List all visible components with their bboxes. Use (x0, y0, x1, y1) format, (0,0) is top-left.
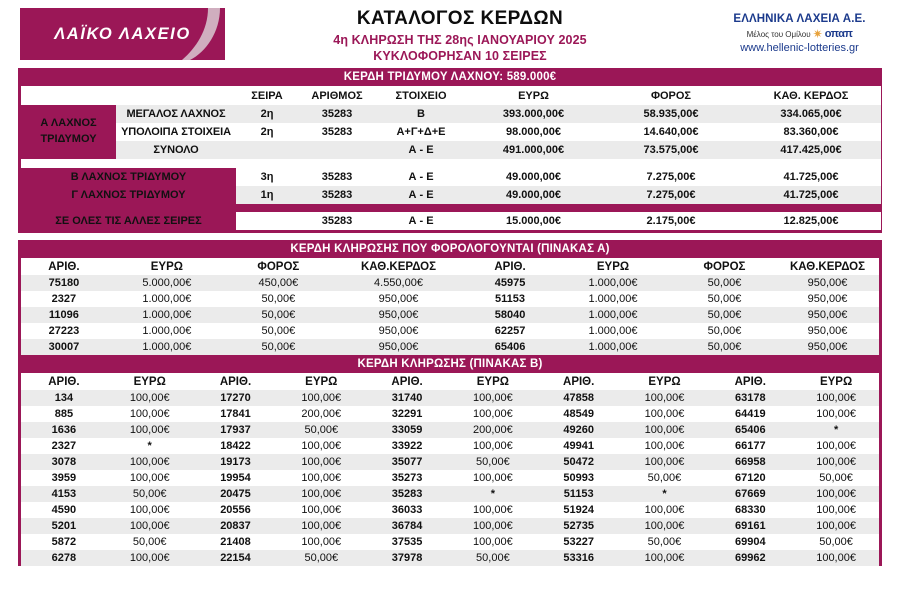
cell-ticket-number: 67669 (707, 486, 793, 502)
cell-evro: 98.000,00€ (505, 126, 562, 138)
cell-ticket-number: 47858 (536, 390, 622, 406)
cell-ticket-number: 4590 (21, 502, 107, 518)
cell-ticket-number: 65406 (707, 422, 793, 438)
row-sublabel: ΥΠΟΛΟΙΠΑ ΣΤΟΙΧΕΙΑ (121, 126, 231, 138)
th-foros: ΦΟΡΟΣ (601, 86, 741, 105)
cell-amount: 1.000,00€ (553, 323, 673, 339)
cell-katharo: 334.065,00€ (780, 108, 842, 120)
cell-amount: 100,00€ (450, 518, 536, 534)
table-row (21, 406, 879, 422)
cell-ticket-number: 50993 (536, 470, 622, 486)
company-name: ΕΛΛΗΝΙΚΑ ΛΑΧΕΙΑ Α.Ε. (733, 13, 866, 25)
cell-amount: * (622, 486, 708, 502)
cell-amount: 100,00€ (793, 390, 879, 406)
cell-amount: 5.000,00€ (107, 275, 227, 291)
cell-amount: 100,00€ (107, 470, 193, 486)
divider (21, 204, 881, 212)
cell-amount: * (793, 422, 879, 438)
cell-stoixeio: Α - Ε (408, 144, 434, 156)
cell-seira: 1η (260, 189, 274, 201)
table-b-header-row (21, 373, 879, 390)
cell-foros: 7.275,00€ (646, 189, 696, 201)
cell-ticket-number: 20837 (193, 518, 279, 534)
cell-amount: 100,00€ (107, 406, 193, 422)
cell-ticket-number: 35273 (364, 470, 450, 486)
cell-ticket-number: 30007 (21, 339, 107, 355)
table_a-th-5: ΕΥΡΩ (553, 258, 673, 275)
cell-ticket-number: 134 (21, 390, 107, 406)
cell-amount: 50,00€ (227, 291, 330, 307)
cell-ticket-number: 51924 (536, 502, 622, 518)
table-row (21, 438, 879, 454)
cell-amount: 100,00€ (622, 502, 708, 518)
cell-ticket-number: 69161 (707, 518, 793, 534)
cell-amount: 100,00€ (793, 438, 879, 454)
cell-amount: 100,00€ (107, 502, 193, 518)
cell-foros: 58.935,00€ (643, 108, 699, 120)
cell-amount: 100,00€ (622, 518, 708, 534)
table-divider-row (21, 204, 881, 212)
table-b (21, 373, 879, 566)
table-a (21, 258, 879, 355)
cell-katharo: 41.725,00€ (783, 171, 839, 183)
table_b-th-3: ΕΥΡΩ (278, 373, 364, 390)
company-group-prefix: Μέλος του Ομίλου (746, 29, 811, 39)
cell-ticket-number: 21408 (193, 534, 279, 550)
cell-stoixeio: Α - Ε (408, 171, 434, 183)
th-arithmos: ΑΡΙΘΜΟΣ (298, 86, 376, 105)
cell-amount: 100,00€ (450, 406, 536, 422)
cell-ticket-number: 65406 (467, 339, 553, 355)
cell-amount: 1.000,00€ (107, 307, 227, 323)
cell-amount: 50,00€ (227, 307, 330, 323)
cell-ticket-number: 51153 (467, 291, 553, 307)
company-website[interactable]: www.hellenic-lotteries.gr (740, 42, 859, 54)
cell-amount: 50,00€ (450, 454, 536, 470)
opap-logo-text: οπαπ (824, 28, 853, 40)
th-stoixeio: ΣΤΟΙΧΕΙΟ (376, 86, 466, 105)
cell-ticket-number: 20556 (193, 502, 279, 518)
cell-ticket-number: 2327 (21, 291, 107, 307)
cell-amount: 50,00€ (622, 534, 708, 550)
table_a-th-2: ΦΟΡΟΣ (227, 258, 330, 275)
cell-katharo: 12.825,00€ (783, 215, 839, 227)
cell-amount: 100,00€ (622, 390, 708, 406)
cell-ticket-number: 52735 (536, 518, 622, 534)
cell-amount: 50,00€ (673, 323, 776, 339)
cell-ticket-number: 51153 (536, 486, 622, 502)
cell-amount: 50,00€ (673, 275, 776, 291)
cell-stoixeio: Β (417, 108, 425, 120)
cell-ticket-number: 45975 (467, 275, 553, 291)
table-a-body (21, 275, 879, 355)
cell-ticket-number: 48549 (536, 406, 622, 422)
table_a-th-3: ΚΑΘ.ΚΕΡΔΟΣ (330, 258, 467, 275)
cell-amount: 100,00€ (278, 438, 364, 454)
cell-ticket-number: 36033 (364, 502, 450, 518)
cell-amount: 100,00€ (278, 486, 364, 502)
table-row (21, 105, 881, 123)
cell-amount: 100,00€ (278, 454, 364, 470)
cell-foros: 73.575,00€ (643, 144, 699, 156)
cell-amount: 50,00€ (673, 291, 776, 307)
table-a-container (18, 258, 882, 355)
cell-arithmos: 35283 (321, 215, 353, 227)
cell-amount: 100,00€ (450, 438, 536, 454)
cell-ticket-number: 20475 (193, 486, 279, 502)
cell-ticket-number: 68330 (707, 502, 793, 518)
cell-amount: 100,00€ (278, 390, 364, 406)
cell-katharo: 83.360,00€ (783, 126, 839, 138)
cell-amount: * (450, 486, 536, 502)
cell-arithmos: 35283 (321, 108, 353, 120)
section-gap (18, 233, 882, 240)
th-katharo-kerdos: ΚΑΘ. ΚΕΡΔΟΣ (741, 86, 881, 105)
cell-amount: 100,00€ (793, 550, 879, 566)
cell-amount: 100,00€ (107, 390, 193, 406)
cell-seira: 3η (260, 171, 274, 183)
cell-amount: 50,00€ (107, 486, 193, 502)
cell-foros: 7.275,00€ (646, 171, 696, 183)
cell-ticket-number: 69962 (707, 550, 793, 566)
table-b-container (18, 373, 882, 566)
table-row (21, 168, 881, 186)
cell-ticket-number: 35283 (364, 486, 450, 502)
table-header-row (21, 86, 881, 105)
table-row (21, 123, 881, 141)
cell-katharo: 41.725,00€ (783, 189, 839, 201)
cell-evro: 491.000,00€ (502, 144, 565, 156)
cell-amount: 200,00€ (450, 422, 536, 438)
cell-ticket-number: 49260 (536, 422, 622, 438)
cell-amount: 1.000,00€ (553, 307, 673, 323)
cell-amount: 450,00€ (227, 275, 330, 291)
row-sublabel: ΣΥΝΟΛΟ (153, 144, 199, 156)
cell-evro: 49.000,00€ (505, 171, 562, 183)
cell-amount: 100,00€ (107, 454, 193, 470)
triplet-prizes-table-container (18, 86, 882, 233)
cell-amount: 100,00€ (450, 502, 536, 518)
cell-ticket-number: 62257 (467, 323, 553, 339)
cell-amount: 50,00€ (793, 534, 879, 550)
table-row (21, 291, 879, 307)
row-sublabel: ΜΕΓΑΛΟΣ ΛΑΧΝΟΣ (126, 108, 226, 120)
cell-amount: 50,00€ (227, 339, 330, 355)
cell-amount: 50,00€ (107, 534, 193, 550)
table_a-th-1: ΕΥΡΩ (107, 258, 227, 275)
cell-amount: 100,00€ (622, 422, 708, 438)
cell-amount: 100,00€ (793, 518, 879, 534)
table_a-th-7: ΚΑΘ.ΚΕΡΔΟΣ (776, 258, 879, 275)
cell-amount: 100,00€ (622, 438, 708, 454)
th-seira: ΣΕΙΡΑ (236, 86, 298, 105)
cell-ticket-number: 66177 (707, 438, 793, 454)
cell-evro: 15.000,00€ (505, 215, 562, 227)
cell-ticket-number: 36784 (364, 518, 450, 534)
cell-arithmos: 35283 (321, 126, 353, 138)
company-info (717, 13, 882, 54)
cell-ticket-number: 1636 (21, 422, 107, 438)
cell-ticket-number: 32291 (364, 406, 450, 422)
cell-amount: 950,00€ (330, 307, 467, 323)
table_b-th-4: ΑΡΙΘ. (364, 373, 450, 390)
cell-ticket-number: 4153 (21, 486, 107, 502)
cell-foros: 2.175,00€ (646, 215, 696, 227)
table_b-th-1: ΕΥΡΩ (107, 373, 193, 390)
main-prize-banner: ΚΕΡΔΗ ΤΡΙΔΥΜΟΥ ΛΑΧΝΟΥ: 589.000€ (18, 68, 882, 86)
cell-amount: 100,00€ (793, 406, 879, 422)
table-a-banner: ΚΕΡΔΗ ΚΛΗΡΩΣΗΣ ΠΟΥ ΦΟΡΟΛΟΓΟΥΝΤΑΙ (ΠΙΝΑΚΑΣ Α) (18, 240, 882, 258)
cell-ticket-number: 33922 (364, 438, 450, 454)
cell-amount: 950,00€ (776, 323, 879, 339)
cell-amount: 100,00€ (107, 422, 193, 438)
table-row (21, 186, 881, 204)
cell-ticket-number: 18422 (193, 438, 279, 454)
table-b-body (21, 390, 879, 566)
table-row (21, 470, 879, 486)
table-row (21, 390, 879, 406)
table_b-th-5: ΕΥΡΩ (450, 373, 536, 390)
cell-amount: * (107, 438, 193, 454)
cell-amount: 100,00€ (793, 502, 879, 518)
cell-ticket-number: 22154 (193, 550, 279, 566)
cell-amount: 950,00€ (776, 339, 879, 355)
category-label-b-lachnos: Β ΛΑΧΝΟΣ ΤΡΙΔΥΜΟΥ (21, 168, 236, 186)
cell-stoixeio: Α+Γ+Δ+Ε (396, 126, 446, 138)
cell-amount: 1.000,00€ (107, 291, 227, 307)
cell-ticket-number: 2327 (21, 438, 107, 454)
th-evro: ΕΥΡΩ (466, 86, 601, 105)
series-subtitle: ΚΥΚΛΟΦΟΡΗΣΑΝ 10 ΣΕΙΡΕΣ (373, 48, 547, 63)
cell-ticket-number: 17937 (193, 422, 279, 438)
table_b-th-6: ΑΡΙΘ. (536, 373, 622, 390)
cell-amount: 100,00€ (622, 406, 708, 422)
page-title: ΚΑΤΑΛΟΓΟΣ ΚΕΡΔΩΝ (356, 8, 564, 29)
cell-amount: 950,00€ (776, 275, 879, 291)
cell-amount: 100,00€ (622, 454, 708, 470)
cell-amount: 100,00€ (278, 502, 364, 518)
cell-amount: 100,00€ (450, 470, 536, 486)
table_b-th-2: ΑΡΙΘ. (193, 373, 279, 390)
cell-evro: 393.000,00€ (502, 108, 565, 120)
cell-amount: 100,00€ (278, 534, 364, 550)
cell-ticket-number: 5872 (21, 534, 107, 550)
cell-ticket-number: 58040 (467, 307, 553, 323)
cell-ticket-number: 19173 (193, 454, 279, 470)
cell-ticket-number: 19954 (193, 470, 279, 486)
cell-amount: 950,00€ (330, 323, 467, 339)
cell-amount: 100,00€ (793, 454, 879, 470)
table-row (21, 275, 879, 291)
cell-amount: 100,00€ (622, 550, 708, 566)
cell-amount: 950,00€ (330, 291, 467, 307)
cell-ticket-number: 885 (21, 406, 107, 422)
cell-ticket-number: 64419 (707, 406, 793, 422)
cell-amount: 50,00€ (673, 307, 776, 323)
cell-amount: 100,00€ (793, 486, 879, 502)
cell-ticket-number: 67120 (707, 470, 793, 486)
cell-seira (236, 141, 298, 159)
cell-ticket-number: 53227 (536, 534, 622, 550)
cell-amount: 50,00€ (227, 323, 330, 339)
cell-amount: 1.000,00€ (107, 323, 227, 339)
cell-amount: 100,00€ (278, 470, 364, 486)
cell-ticket-number: 3078 (21, 454, 107, 470)
cell-amount: 1.000,00€ (553, 275, 673, 291)
cell-amount: 950,00€ (776, 307, 879, 323)
page-header (0, 0, 900, 68)
cell-stoixeio: Α - Ε (408, 215, 434, 227)
cell-amount: 100,00€ (107, 518, 193, 534)
cell-ticket-number: 17841 (193, 406, 279, 422)
company-group-line (717, 28, 882, 40)
cell-ticket-number: 37535 (364, 534, 450, 550)
cell-ticket-number: 53316 (536, 550, 622, 566)
table-row (21, 323, 879, 339)
table_b-th-7: ΕΥΡΩ (622, 373, 708, 390)
table_a-th-0: ΑΡΙΘ. (21, 258, 107, 275)
table-row (21, 550, 879, 566)
cell-amount: 200,00€ (278, 406, 364, 422)
brand-logo-text: ΛΑΪΚΟ ΛΑΧΕΙΟ (54, 24, 191, 43)
cell-ticket-number: 33059 (364, 422, 450, 438)
cell-amount: 4.550,00€ (330, 275, 467, 291)
cell-amount: 100,00€ (450, 534, 536, 550)
spacer (21, 159, 881, 168)
cell-arithmos: 35283 (321, 189, 353, 201)
draw-subtitle: 4η ΚΛΗΡΩΣΗ ΤΗΣ 28ης ΙΑΝΟΥΑΡΙΟΥ 2025 (333, 32, 587, 47)
cell-ticket-number: 31740 (364, 390, 450, 406)
table-row (21, 141, 881, 159)
cell-amount: 950,00€ (776, 291, 879, 307)
cell-ticket-number: 75180 (21, 275, 107, 291)
cell-stoixeio: Α - Ε (408, 189, 434, 201)
cell-seira: 2η (260, 126, 274, 138)
cell-amount: 50,00€ (450, 550, 536, 566)
table_b-th-8: ΑΡΙΘ. (707, 373, 793, 390)
cell-amount: 100,00€ (107, 550, 193, 566)
page-title-block (250, 9, 670, 63)
cell-amount: 50,00€ (278, 422, 364, 438)
category-label-all-series: ΣΕ ΟΛΕΣ ΤΙΣ ΑΛΛΕΣ ΣΕΙΡΕΣ (21, 212, 236, 230)
cell-amount: 100,00€ (278, 518, 364, 534)
cell-amount: 1.000,00€ (107, 339, 227, 355)
cell-ticket-number: 66958 (707, 454, 793, 470)
cell-ticket-number: 27223 (21, 323, 107, 339)
table-row (21, 486, 879, 502)
cell-ticket-number: 50472 (536, 454, 622, 470)
table-row (21, 518, 879, 534)
cell-ticket-number: 49941 (536, 438, 622, 454)
cell-seira (236, 212, 298, 230)
table_b-th-9: ΕΥΡΩ (793, 373, 879, 390)
cell-ticket-number: 17270 (193, 390, 279, 406)
table-row (21, 502, 879, 518)
cell-amount: 50,00€ (793, 470, 879, 486)
cell-amount: 100,00€ (450, 390, 536, 406)
cell-ticket-number: 5201 (21, 518, 107, 534)
table-a-header-row (21, 258, 879, 275)
cell-ticket-number: 69904 (707, 534, 793, 550)
cell-arithmos: 35283 (321, 171, 353, 183)
cell-seira: 2η (260, 108, 274, 120)
cell-ticket-number: 6278 (21, 550, 107, 566)
cell-ticket-number: 3959 (21, 470, 107, 486)
table-row (21, 307, 879, 323)
triplet-prizes-table (21, 86, 881, 230)
category-label-a-lachnos: Α ΛΑΧΝΟΣ ΤΡΙΔΥΜΟΥ (21, 105, 116, 159)
cell-evro: 49.000,00€ (505, 189, 562, 201)
th-blank-2 (116, 86, 236, 105)
table-row (21, 339, 879, 355)
cell-amount: 1.000,00€ (553, 291, 673, 307)
cell-ticket-number: 37978 (364, 550, 450, 566)
cell-amount: 950,00€ (330, 339, 467, 355)
cell-foros: 14.640,00€ (643, 126, 699, 138)
table-row (21, 212, 881, 230)
cell-ticket-number: 11096 (21, 307, 107, 323)
table_a-th-4: ΑΡΙΘ. (467, 258, 553, 275)
category-label-g-lachnos: Γ ΛΑΧΝΟΣ ΤΡΙΔΥΜΟΥ (21, 186, 236, 204)
table-row (21, 534, 879, 550)
table_a-th-6: ΦΟΡΟΣ (673, 258, 776, 275)
table-row (21, 454, 879, 470)
table_b-th-0: ΑΡΙΘ. (21, 373, 107, 390)
cell-amount: 50,00€ (278, 550, 364, 566)
cell-ticket-number: 63178 (707, 390, 793, 406)
cell-ticket-number: 35077 (364, 454, 450, 470)
cell-amount: 50,00€ (673, 339, 776, 355)
cell-amount: 1.000,00€ (553, 339, 673, 355)
cell-arithmos (298, 141, 376, 159)
th-blank-1 (21, 86, 116, 105)
star-icon: ✷ (812, 27, 823, 41)
table-spacer-row (21, 159, 881, 168)
cell-katharo: 417.425,00€ (780, 144, 842, 156)
cell-amount: 50,00€ (622, 470, 708, 486)
table-row (21, 422, 879, 438)
table-b-banner: ΚΕΡΔΗ ΚΛΗΡΩΣΗΣ (ΠΙΝΑΚΑΣ Β) (18, 355, 882, 373)
